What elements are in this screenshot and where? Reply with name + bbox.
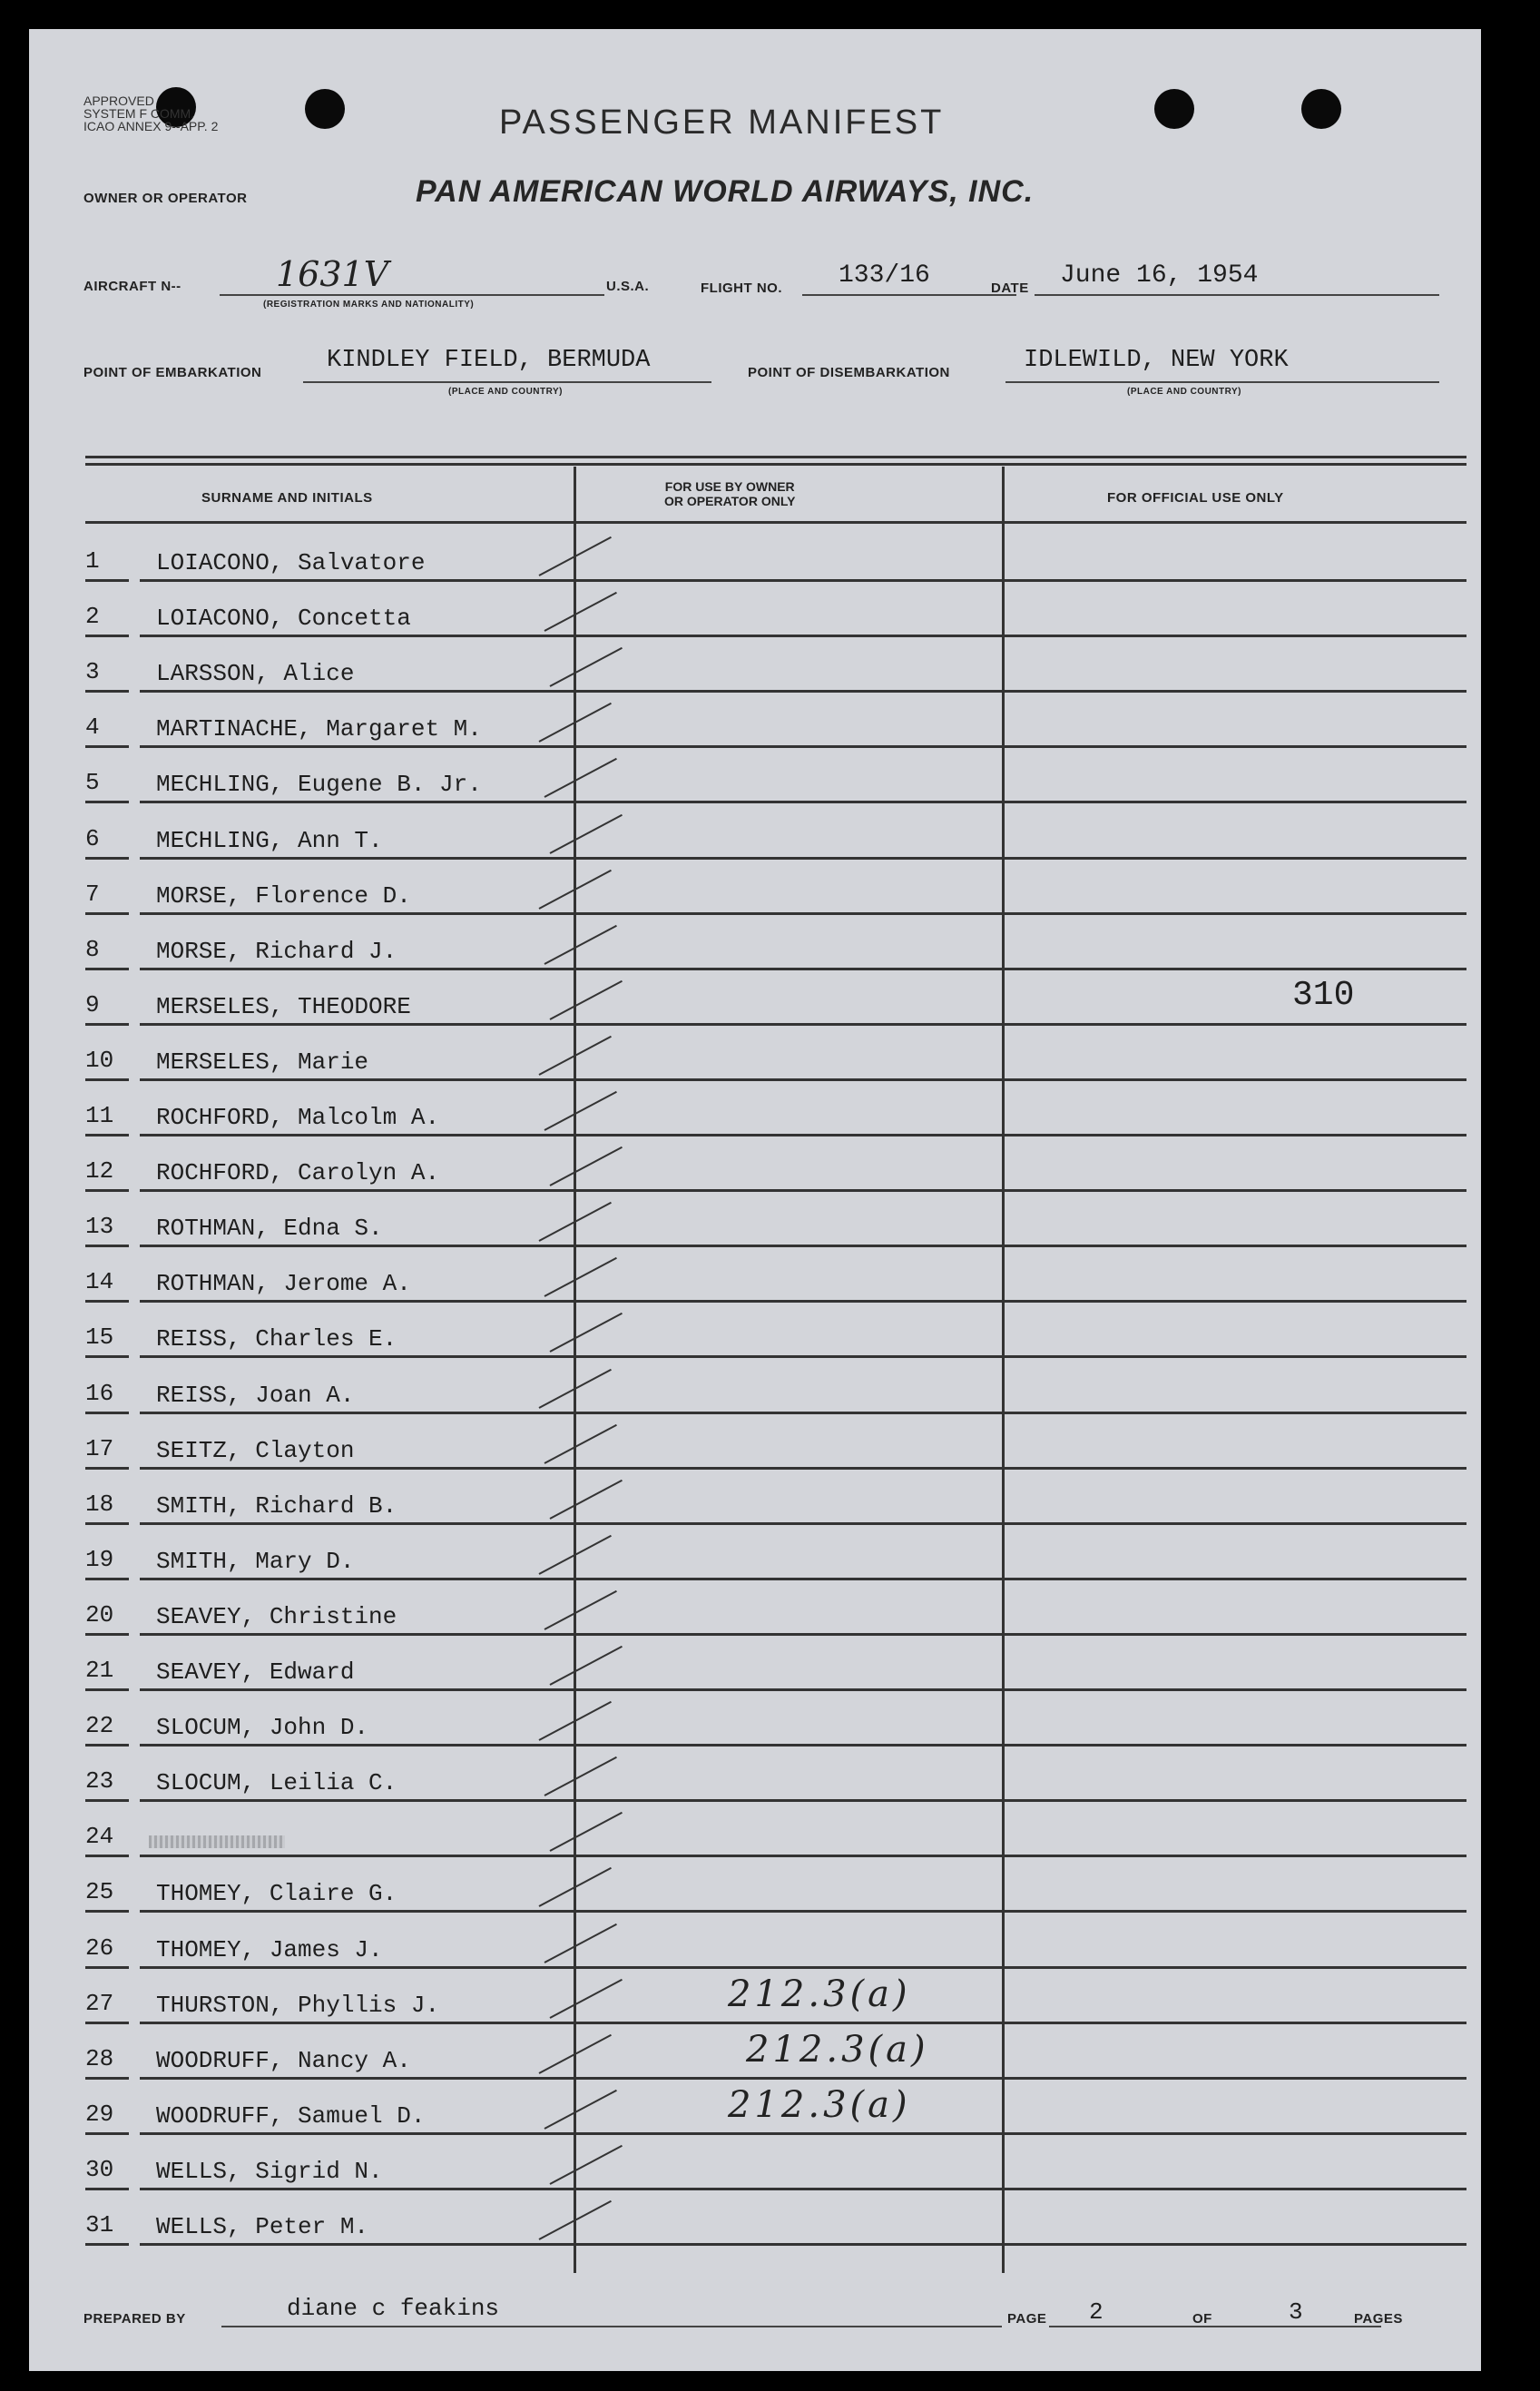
embark-sub: (PLACE AND COUNTRY) xyxy=(448,387,563,397)
check-stroke xyxy=(550,1480,623,1520)
table-row xyxy=(85,1969,1466,2024)
of-value: 3 xyxy=(1289,2298,1303,2326)
check-stroke xyxy=(544,1590,617,1630)
passenger-name: SLOCUM, Leilia C. xyxy=(156,1769,397,1797)
usa-label: U.S.A. xyxy=(606,279,650,294)
row-number: 3 xyxy=(85,658,100,686)
check-stroke xyxy=(544,592,617,632)
passenger-name: SLOCUM, John D. xyxy=(156,1714,369,1742)
passenger-name: SMITH, Mary D. xyxy=(156,1547,355,1575)
table-row xyxy=(85,2024,1466,2080)
passenger-name: LOIACONO, Concetta xyxy=(156,605,411,633)
table-header-rule xyxy=(85,521,1466,524)
passenger-name: ROCHFORD, Malcolm A. xyxy=(156,1104,440,1131)
row-rule xyxy=(140,2243,1466,2246)
owner-note: 212.3(a) xyxy=(746,2028,929,2071)
table-row xyxy=(85,1303,1466,1358)
flight-value: 133/16 xyxy=(839,261,930,290)
passenger-name: MECHLING, Eugene B. Jr. xyxy=(156,771,482,799)
prepared-value: diane c feakins xyxy=(287,2295,500,2322)
check-stroke xyxy=(539,2034,612,2074)
table-row xyxy=(85,1914,1466,1969)
date-label: DATE xyxy=(991,280,1029,296)
row-number: 10 xyxy=(85,1046,114,1074)
embark-underline xyxy=(303,381,711,383)
owner-note: 212.3(a) xyxy=(728,1973,911,2015)
check-stroke xyxy=(550,1646,623,1686)
embark-value: KINDLEY FIELD, BERMUDA xyxy=(327,347,651,374)
table-row xyxy=(85,1525,1466,1580)
passenger-name: SEAVEY, Edward xyxy=(156,1658,355,1686)
check-stroke xyxy=(544,1257,617,1297)
row-number: 13 xyxy=(85,1213,114,1241)
table-row xyxy=(85,1857,1466,1913)
check-stroke xyxy=(550,2145,623,2185)
passenger-name: ROTHMAN, Jerome A. xyxy=(156,1270,411,1298)
table-row xyxy=(85,2190,1466,2246)
check-stroke xyxy=(539,1368,612,1408)
check-stroke xyxy=(544,925,617,965)
table-row xyxy=(85,1026,1466,1081)
page-value: 2 xyxy=(1089,2298,1104,2326)
row-number: 11 xyxy=(85,1102,114,1129)
check-stroke xyxy=(550,1978,623,2018)
check-stroke xyxy=(544,758,617,798)
disembark-value: IDLEWILD, NEW YORK xyxy=(1024,347,1289,374)
aircraft-label: AIRCRAFT N-- xyxy=(83,279,181,294)
table-row xyxy=(85,1136,1466,1192)
check-stroke xyxy=(550,813,623,853)
table-row xyxy=(85,1747,1466,1802)
passenger-name: MECHLING, Ann T. xyxy=(156,826,383,854)
check-stroke xyxy=(544,1923,617,1963)
passenger-name: REISS, Charles E. xyxy=(156,1325,397,1353)
passenger-name: THOMEY, James J. xyxy=(156,1935,383,1963)
row-number: 24 xyxy=(85,1823,114,1851)
check-stroke xyxy=(544,1756,617,1796)
passenger-name: REISS, Joan A. xyxy=(156,1381,355,1409)
check-stroke xyxy=(539,536,612,576)
passenger-name: WOODRUFF, Samuel D. xyxy=(156,2101,426,2130)
row-number: 22 xyxy=(85,1712,114,1740)
table-row xyxy=(85,804,1466,860)
passenger-name: ROCHFORD, Carolyn A. xyxy=(156,1159,440,1187)
passenger-name: THOMEY, Claire G. xyxy=(156,1880,397,1908)
passenger-name: MORSE, Richard J. xyxy=(156,937,397,965)
table-row xyxy=(85,860,1466,915)
row-number: 29 xyxy=(85,2100,114,2128)
table-row xyxy=(85,915,1466,970)
date-value: June 16, 1954 xyxy=(1060,261,1259,290)
passenger-name: LOIACONO, Salvatore xyxy=(156,549,426,576)
table-row xyxy=(85,748,1466,803)
owner-value: PAN AMERICAN WORLD AIRWAYS, INC. xyxy=(416,174,1035,209)
check-stroke xyxy=(544,1423,617,1463)
passenger-name: SEAVEY, Christine xyxy=(156,1602,397,1630)
official-value: 310 xyxy=(1292,975,1355,1015)
row-number: 7 xyxy=(85,880,100,908)
date-underline xyxy=(1035,294,1439,296)
table-row xyxy=(85,582,1466,637)
check-stroke xyxy=(539,703,612,743)
flight-underline xyxy=(802,294,1016,296)
approval-line: ICAO ANNEX 9--APP. 2 xyxy=(83,119,219,133)
col-owner-line: OR OPERATOR ONLY xyxy=(664,494,796,508)
check-stroke xyxy=(539,1535,612,1575)
table-row xyxy=(85,2135,1466,2190)
row-number: 30 xyxy=(85,2155,114,2183)
binder-hole-2 xyxy=(305,89,345,129)
row-number: 2 xyxy=(85,603,100,631)
check-stroke xyxy=(539,1202,612,1242)
check-stroke xyxy=(539,1701,612,1741)
passenger-name: WOODRUFF, Nancy A. xyxy=(156,2046,411,2074)
passenger-name: MERSELES, THEODORE xyxy=(156,992,411,1020)
row-number: 17 xyxy=(85,1434,114,1462)
page-title: PASSENGER MANIFEST xyxy=(499,103,945,142)
row-number: 23 xyxy=(85,1767,114,1796)
table-row xyxy=(85,1192,1466,1247)
row-number: 4 xyxy=(85,713,100,742)
of-label: OF xyxy=(1192,2311,1212,2327)
table-row xyxy=(85,1580,1466,1636)
row-number-rule xyxy=(85,2243,129,2246)
passenger-name: THURSTON, Phyllis J. xyxy=(156,1991,440,2019)
table-row xyxy=(85,1470,1466,1525)
row-number: 5 xyxy=(85,769,100,797)
row-number: 21 xyxy=(85,1657,114,1684)
table-top-rule-2 xyxy=(85,463,1466,466)
approval-line: SYSTEM F COMM. xyxy=(83,106,195,121)
row-number: 1 xyxy=(85,547,100,575)
table-top-rule xyxy=(85,456,1466,458)
table-row xyxy=(85,1081,1466,1136)
manifest-sheet xyxy=(29,29,1481,2371)
disembark-underline xyxy=(1005,381,1439,383)
table-row xyxy=(85,970,1466,1026)
passenger-name: MARTINACHE, Margaret M. xyxy=(156,715,482,743)
check-stroke xyxy=(539,2200,612,2240)
row-number: 15 xyxy=(85,1323,114,1352)
row-number: 25 xyxy=(85,1878,114,1906)
check-stroke xyxy=(550,647,623,687)
owner-label: OWNER OR OPERATOR xyxy=(83,191,248,206)
row-number: 14 xyxy=(85,1268,114,1296)
passenger-name: MERSELES, Marie xyxy=(156,1048,369,1076)
check-stroke xyxy=(550,980,623,1020)
embark-label: POINT OF EMBARKATION xyxy=(83,365,262,380)
check-stroke xyxy=(544,2090,617,2130)
row-number: 6 xyxy=(85,824,100,852)
row-number: 28 xyxy=(85,2044,114,2072)
approval-line: APPROVED xyxy=(83,93,154,108)
check-stroke xyxy=(544,1091,617,1131)
passenger-name: SMITH, Richard B. xyxy=(156,1491,397,1520)
flight-label: FLIGHT NO. xyxy=(701,280,782,296)
row-number: 19 xyxy=(85,1545,114,1573)
check-stroke xyxy=(550,1146,623,1186)
binder-hole-4 xyxy=(1301,89,1341,129)
pages-label: PAGES xyxy=(1354,2311,1403,2327)
passenger-name: WELLS, Sigrid N. xyxy=(156,2157,383,2185)
prepared-label: PREPARED BY xyxy=(83,2311,186,2327)
col-name-header: SURNAME AND INITIALS xyxy=(201,490,373,506)
aircraft-sub: (REGISTRATION MARKS AND NATIONALITY) xyxy=(263,300,475,310)
row-number: 9 xyxy=(85,990,100,1018)
row-number: 26 xyxy=(85,1933,114,1962)
passenger-name: SEITZ, Clayton xyxy=(156,1436,355,1464)
table-row xyxy=(85,1359,1466,1414)
table-row xyxy=(85,693,1466,748)
col-owner-line: FOR USE BY OWNER xyxy=(664,479,795,494)
table-row xyxy=(85,1691,1466,1747)
binder-hole-3 xyxy=(1154,89,1194,129)
table-row xyxy=(85,1802,1466,1857)
table-row xyxy=(85,1636,1466,1691)
table-row xyxy=(85,637,1466,693)
redacted-block xyxy=(149,1835,285,1848)
passenger-name: LARSSON, Alice xyxy=(156,660,355,688)
row-number: 27 xyxy=(85,1989,114,2017)
check-stroke xyxy=(539,869,612,909)
passenger-name: MORSE, Florence D. xyxy=(156,881,411,910)
aircraft-underline xyxy=(220,294,604,296)
table-row xyxy=(85,1247,1466,1303)
row-number: 12 xyxy=(85,1157,114,1186)
col-owner-header xyxy=(664,479,795,508)
check-stroke xyxy=(539,1036,612,1076)
row-number: 18 xyxy=(85,1490,114,1518)
passenger-name: ROTHMAN, Edna S. xyxy=(156,1215,383,1243)
disembark-sub: (PLACE AND COUNTRY) xyxy=(1127,387,1241,397)
passenger-name: WELLS, Peter M. xyxy=(156,2213,369,2240)
row-number: 8 xyxy=(85,935,100,963)
aircraft-value: 1631V xyxy=(276,254,389,294)
row-number: 31 xyxy=(85,2211,114,2238)
check-stroke xyxy=(550,1313,623,1353)
approval-note xyxy=(83,94,218,133)
page-label: PAGE xyxy=(1007,2311,1047,2327)
row-number: 16 xyxy=(85,1379,114,1407)
col-official-header: FOR OFFICIAL USE ONLY xyxy=(1107,490,1284,506)
check-stroke xyxy=(550,1812,623,1852)
row-number: 20 xyxy=(85,1600,114,1628)
table-row xyxy=(85,526,1466,582)
table-row xyxy=(85,1414,1466,1470)
check-stroke xyxy=(539,1867,612,1907)
table-row xyxy=(85,2080,1466,2135)
owner-note: 212.3(a) xyxy=(728,2083,911,2126)
disembark-label: POINT OF DISEMBARKATION xyxy=(748,365,950,380)
prepared-underline xyxy=(221,2326,1002,2327)
